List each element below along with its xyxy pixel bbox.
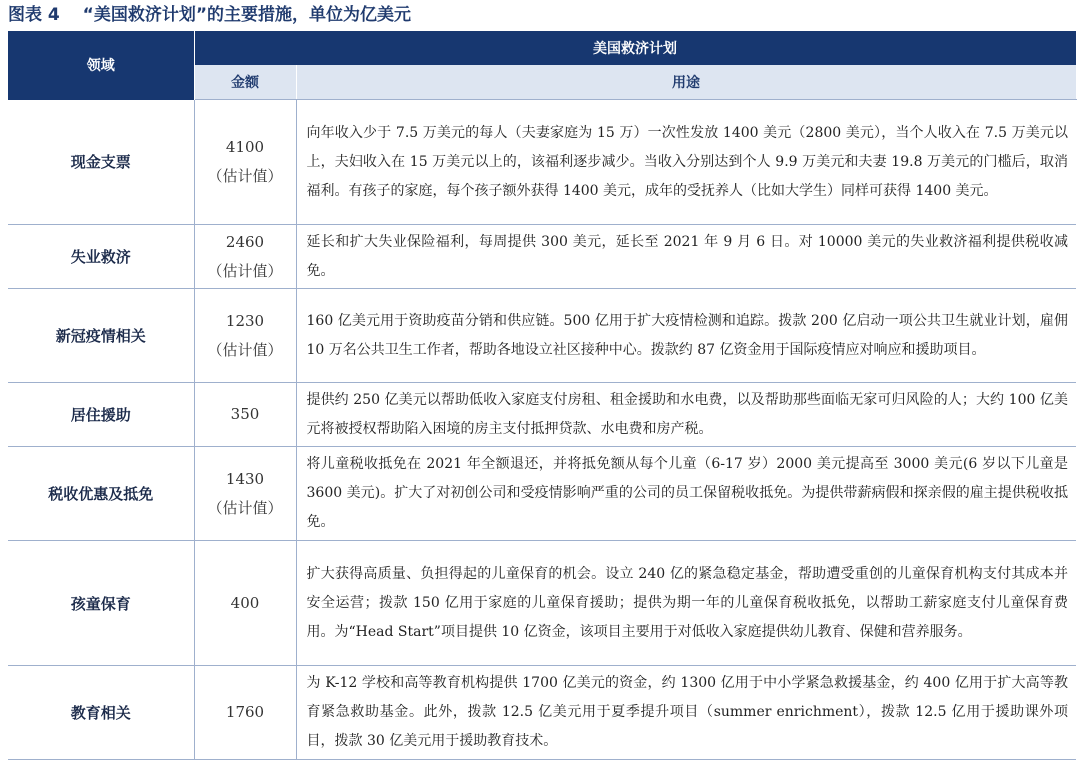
amount-note: （估计值） (207, 498, 283, 517)
table-row (8, 541, 1076, 666)
table-row (8, 289, 1076, 383)
amount-value: 4100 (225, 138, 265, 156)
row-area: 新冠疫情相关 (8, 289, 194, 383)
table-row (8, 383, 1076, 447)
figure-title: 图表 4 “美国救济计划”的主要措施，单位为亿美元 (8, 5, 412, 25)
amount-value: 1230 (225, 311, 265, 330)
row-amount (194, 383, 296, 447)
table-row (8, 225, 1076, 289)
table-row (8, 666, 1076, 760)
row-area: 失业救济 (8, 225, 194, 289)
relief-plan-table (8, 31, 1077, 760)
amount-value: 2460 (225, 232, 265, 251)
row-area: 教育相关 (8, 666, 194, 760)
row-amount (194, 447, 296, 541)
row-use: 向年收入少于 7.5 万美元的每人（夫妻家庭为 15 万）一次性发放 1400 美元（2800 美元），当个人收入在 7.5 万美元以上，夫妇收入在 15 万美元以上的，该福利逐步减少。当收入分别达到个人 9.9 万美元和夫妻 19.8 万美元的门槛后，取消福利。有孩子的家庭，每个孩子额外获得 1400 美元，成年的受抚养人（比如大学生）同样可获得 1400 美元。 (296, 100, 1076, 225)
amount-header: 金额 (194, 65, 296, 100)
row-amount (194, 289, 296, 383)
row-amount (194, 541, 296, 666)
row-area: 居住援助 (8, 383, 194, 447)
row-use: 为 K-12 学校和高等教育机构提供 1700 亿美元的资金，约 1300 亿用于中小学紧急救援基金，约 400 亿用于扩大高等教育紧急救助基金。此外，拨款 12.5 亿美元用于夏季提升项目（summer enrichment），拨款 12.5 亿用于援助课外项目，拨款 30 亿美元用于援助教育技术。 (296, 666, 1076, 760)
amount-value: 1760 (225, 703, 265, 721)
row-area: 孩童保育 (8, 541, 194, 666)
row-use: 将儿童税收抵免在 2021 年全额退还，并将抵免额从每个儿童（6-17 岁）2000 美元提高至 3000 美元(6 岁以下儿童是 3600 美元)。扩大了对初创公司和受疫情影响严重的公司的员工保留税收抵免。为提供带薪病假和探亲假的雇主提供税收抵免。 (296, 447, 1076, 541)
row-use: 延长和扩大失业保险福利，每周提供 300 美元，延长至 2021 年 9 月 6 日。对 10000 美元的失业救济福利提供税收减免。 (296, 225, 1076, 289)
row-amount (194, 666, 296, 760)
domain-header: 领域 (8, 31, 194, 100)
row-amount (194, 100, 296, 225)
row-use: 扩大获得高质量、负担得起的儿童保育的机会。设立 240 亿的紧急稳定基金，帮助遭受重创的儿童保育机构支付其成本并安全运营；拨款 150 亿用于家庭的儿童保育援助；提供为期一年的儿童保育税收抵免，以帮助工薪家庭支付儿童保育费用。为“Head Start”项目提供 10 亿资金，该项目主要用于对低收入家庭提供幼儿教育、保健和营养服务。 (296, 541, 1076, 666)
row-use: 提供约 250 亿美元以帮助低收入家庭支付房租、租金援助和水电费，以及帮助那些面临无家可归风险的人；大约 100 亿美元将被授权帮助陷入困境的房主支付抵押贷款、水电费和房产税。 (296, 383, 1076, 447)
plan-group-header: 美国救济计划 (194, 31, 1076, 65)
amount-note: （估计值） (207, 167, 283, 185)
table-row (8, 447, 1076, 541)
row-area: 税收优惠及抵免 (8, 447, 194, 541)
use-header: 用途 (296, 65, 1076, 100)
table-row (8, 100, 1076, 225)
amount-note: （估计值） (207, 261, 283, 280)
row-use: 160 亿美元用于资助疫苗分销和供应链。500 亿用于扩大疫情检测和追踪。拨款 200 亿启动一项公共卫生就业计划，雇佣 10 万名公共卫生工作者，帮助各地设立社区接种中心。拨款约 87 亿资金用于国际疫情应对响应和援助项目。 (296, 289, 1076, 383)
amount-value: 400 (230, 593, 260, 612)
amount-value: 1430 (225, 469, 265, 488)
row-amount (194, 225, 296, 289)
amount-value: 350 (230, 405, 260, 423)
row-area: 现金支票 (8, 100, 194, 225)
amount-note: （估计值） (207, 340, 283, 359)
